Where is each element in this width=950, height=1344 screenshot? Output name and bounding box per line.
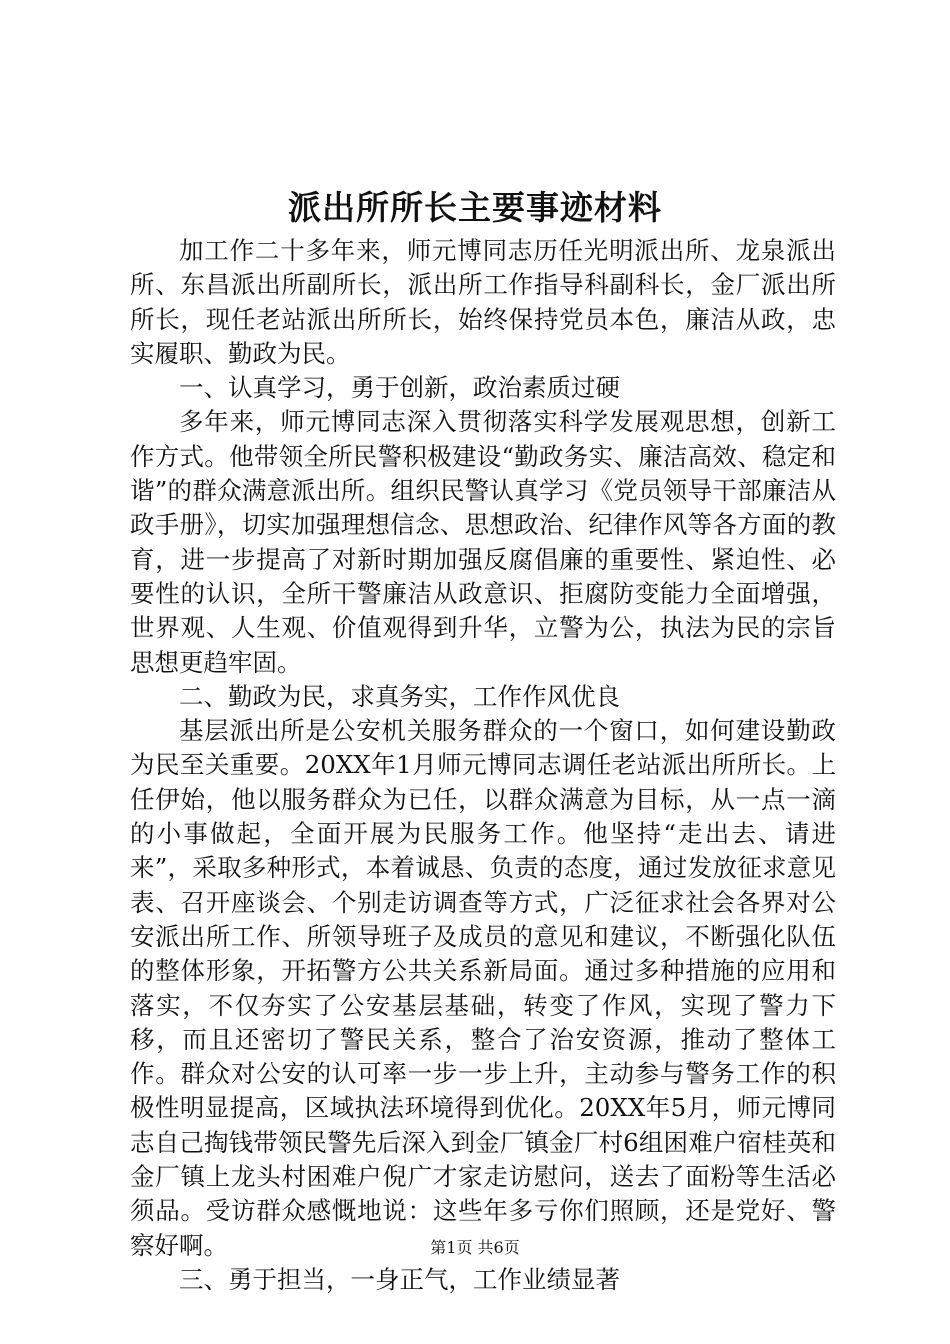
- section-heading-2: 二、勤政为民，求真务实，工作作风优良: [179, 681, 620, 711]
- document-body: [130, 234, 836, 1297]
- paragraph-section-2: 基层派出所是公安机关服务群众的一个窗口，如何建设勤政为民至关重要。20XX年1月师元博同志调任老站派出所所长。上任伊始，他以服务群众为已任，以群众满意为目标，从一点一滴的小事做起，全面开展为民服务工作。他坚持“走出去、请进来”，采取多种形式，本着诚恳、负责的态度，通过发放征求意见表、召开座谈会、个别走访调查等方式，广泛征求社会各界对公安派出所工作、所领导班子及成员的意见和建议，不断强化队伍的整体形象，开拓警方公共关系新局面。通过多种措施的应用和落实，不仅夯实了公安基层基础，转变了作风，实现了警力下移，而且还密切了警民关系，整合了治安资源，推动了整体工作。群众对公安的认可率一步一步上升，主动参与警务工作的积极性明显提高，区域执法环境得到优化。20XX年5月，师元博同志自己掏钱带领民警先后深入到金厂镇金厂村6组困难户宿桂英和金厂镇上龙头村困难户倪广才家走访慰问，送去了面粉等生活必须品。受访群众感慨地说：这些年多亏你们照顾，还是党好、警察好啊。: [130, 716, 836, 1260]
- paragraph-intro: 加工作二十多年来，师元博同志历任光明派出所、龙泉派出所、东昌派出所副所长，派出所工作指导科副科长，金厂派出所所长，现任老站派出所所长，始终保持党员本色，廉洁从政，忠实履职、勤政为民。: [130, 236, 836, 368]
- section-heading-1: 一、认真学习，勇于创新，政治素质过硬: [179, 373, 620, 403]
- paragraph-section-1: 多年来，师元博同志深入贯彻落实科学发展观思想，创新工作方式。他带领全所民警积极建设“勤政务实、廉洁高效、稳定和谐”的群众满意派出所。组织民警认真学习《党员领导干部廉洁从政手册》，切实加强理想信念、思想政治、纪律作风等各方面的教育，进一步提高了对新时期加强反腐倡廉的重要性、紧迫性、必要性的认识，全所干警廉洁从政意识、拒腐防变能力全面增强，世界观、人生观、价值观得到升华，立警为公，执法为民的宗旨思想更趋牢固。: [130, 407, 836, 677]
- section-heading-3: 三、勇于担当，一身正气，工作业绩显著: [179, 1264, 620, 1294]
- document-title: 派出所所长主要事迹材料: [288, 188, 662, 227]
- page-number-footer: 第1页 共6页: [430, 1238, 520, 1257]
